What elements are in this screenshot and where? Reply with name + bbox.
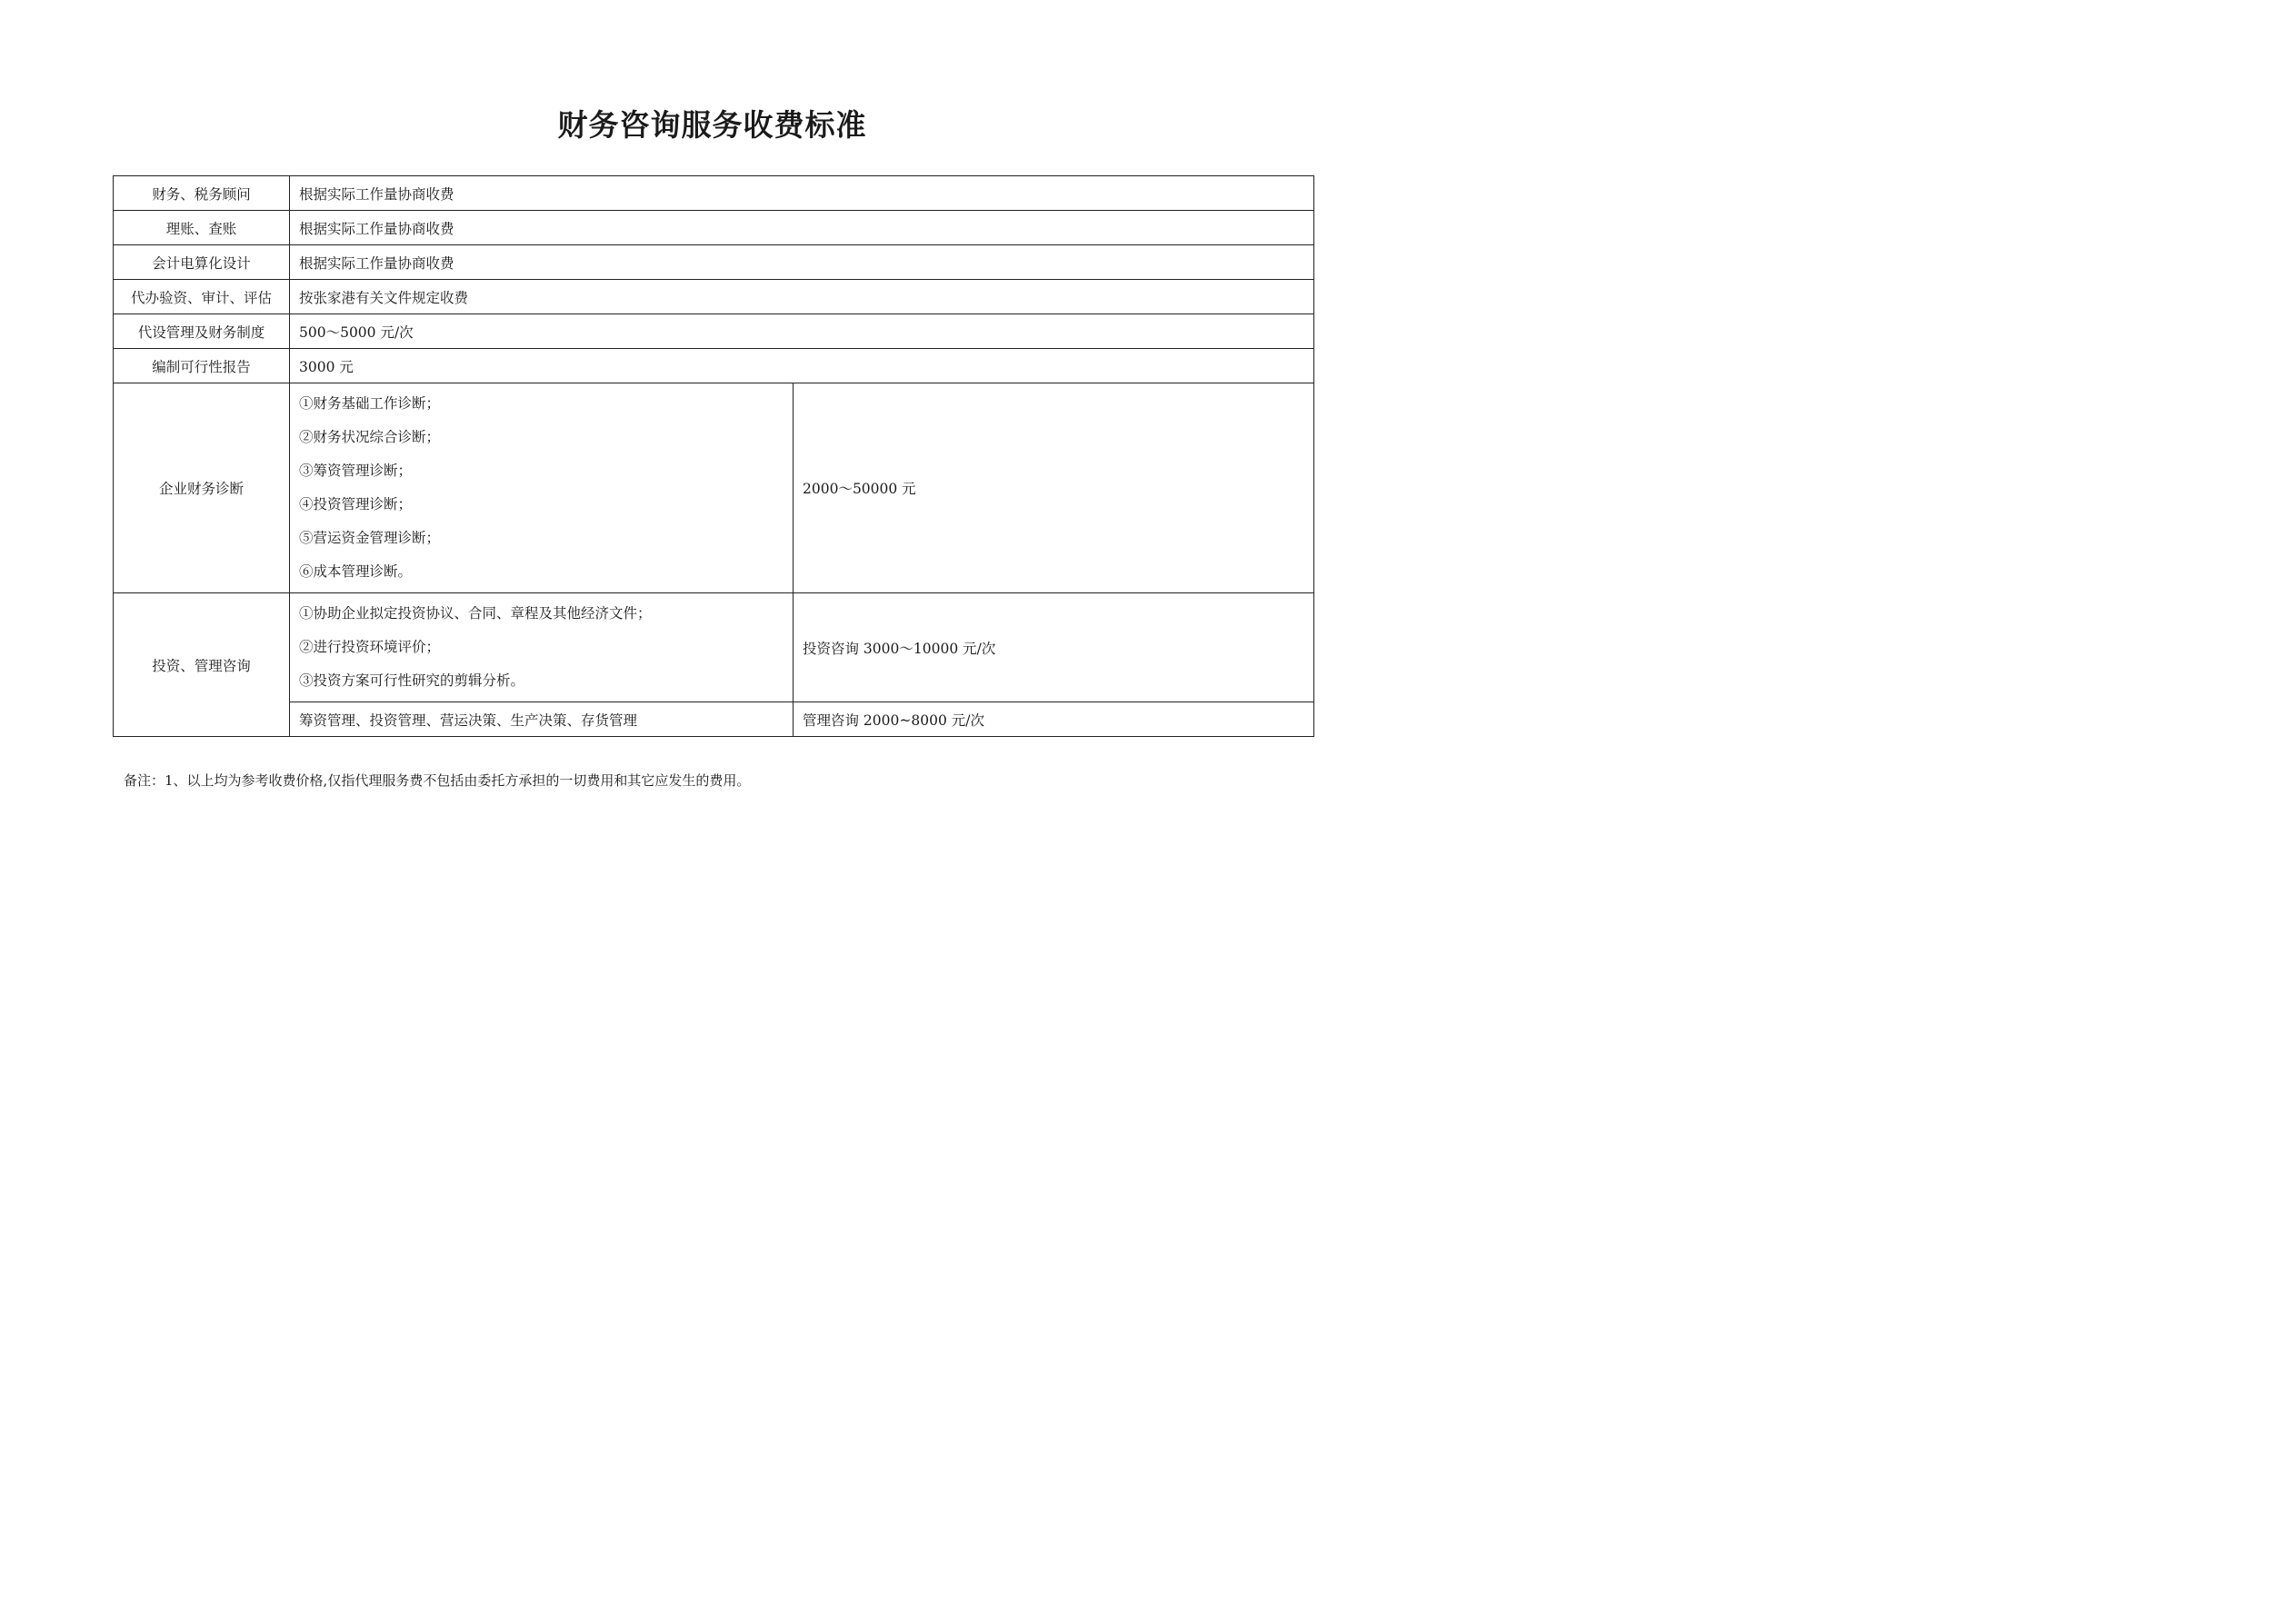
fee-cell: 500～5000 元/次	[290, 314, 1314, 349]
list-item: ⑤营运资金管理诊断；	[299, 530, 441, 546]
category-cell: 投资、管理咨询	[114, 593, 290, 737]
fee-cell: 根据实际工作量协商收费	[290, 211, 1314, 245]
fee-cell: 管理咨询 2000~8000 元/次	[794, 702, 1314, 737]
list-item: ①财务基础工作诊断；	[299, 395, 441, 412]
fee-cell: 2000～50000 元	[794, 383, 1314, 593]
list-item: ④投资管理诊断；	[299, 496, 413, 512]
diagnosis-items	[290, 383, 794, 593]
table-row	[114, 349, 1314, 383]
category-cell: 编制可行性报告	[114, 349, 290, 383]
list-item: ⑥成本管理诊断。	[299, 563, 413, 580]
table-row-diagnosis	[114, 383, 1314, 593]
fee-cell: 3000 元	[290, 349, 1314, 383]
fee-table	[113, 175, 1314, 737]
list-item: ②进行投资环境评价；	[299, 639, 441, 655]
list-item: ②财务状况综合诊断；	[299, 429, 441, 445]
list-item: ①协助企业拟定投资协议、合同、章程及其他经济文件；	[299, 605, 652, 622]
category-cell: 会计电算化设计	[114, 245, 290, 280]
table-row	[114, 280, 1314, 314]
category-cell: 代办验资、审计、评估	[114, 280, 290, 314]
category-cell: 理账、查账	[114, 211, 290, 245]
category-cell: 企业财务诊断	[114, 383, 290, 593]
category-cell: 财务、税务顾问	[114, 176, 290, 211]
table-row	[114, 245, 1314, 280]
table-row	[114, 314, 1314, 349]
fee-cell: 投资咨询 3000～10000 元/次	[794, 593, 1314, 702]
table-row-investment	[114, 593, 1314, 702]
category-cell: 代设管理及财务制度	[114, 314, 290, 349]
table-row	[114, 176, 1314, 211]
fee-cell: 根据实际工作量协商收费	[290, 176, 1314, 211]
table-row	[114, 211, 1314, 245]
footnote: 备注：1、以上均为参考收费价格,仅指代理服务费不包括由委托方承担的一切费用和其它应发生的费用。	[124, 772, 751, 789]
list-item: ③投资方案可行性研究的剪辑分析。	[299, 672, 525, 689]
fee-cell: 按张家港有关文件规定收费	[290, 280, 1314, 314]
investment-items	[290, 593, 794, 702]
management-scope-cell: 筹资管理、投资管理、营运决策、生产决策、存货管理	[290, 702, 794, 737]
fee-cell: 根据实际工作量协商收费	[290, 245, 1314, 280]
list-item: ③筹资管理诊断；	[299, 463, 413, 479]
document-title: 财务咨询服务收费标准	[557, 107, 867, 143]
table-row-management	[114, 702, 1314, 737]
